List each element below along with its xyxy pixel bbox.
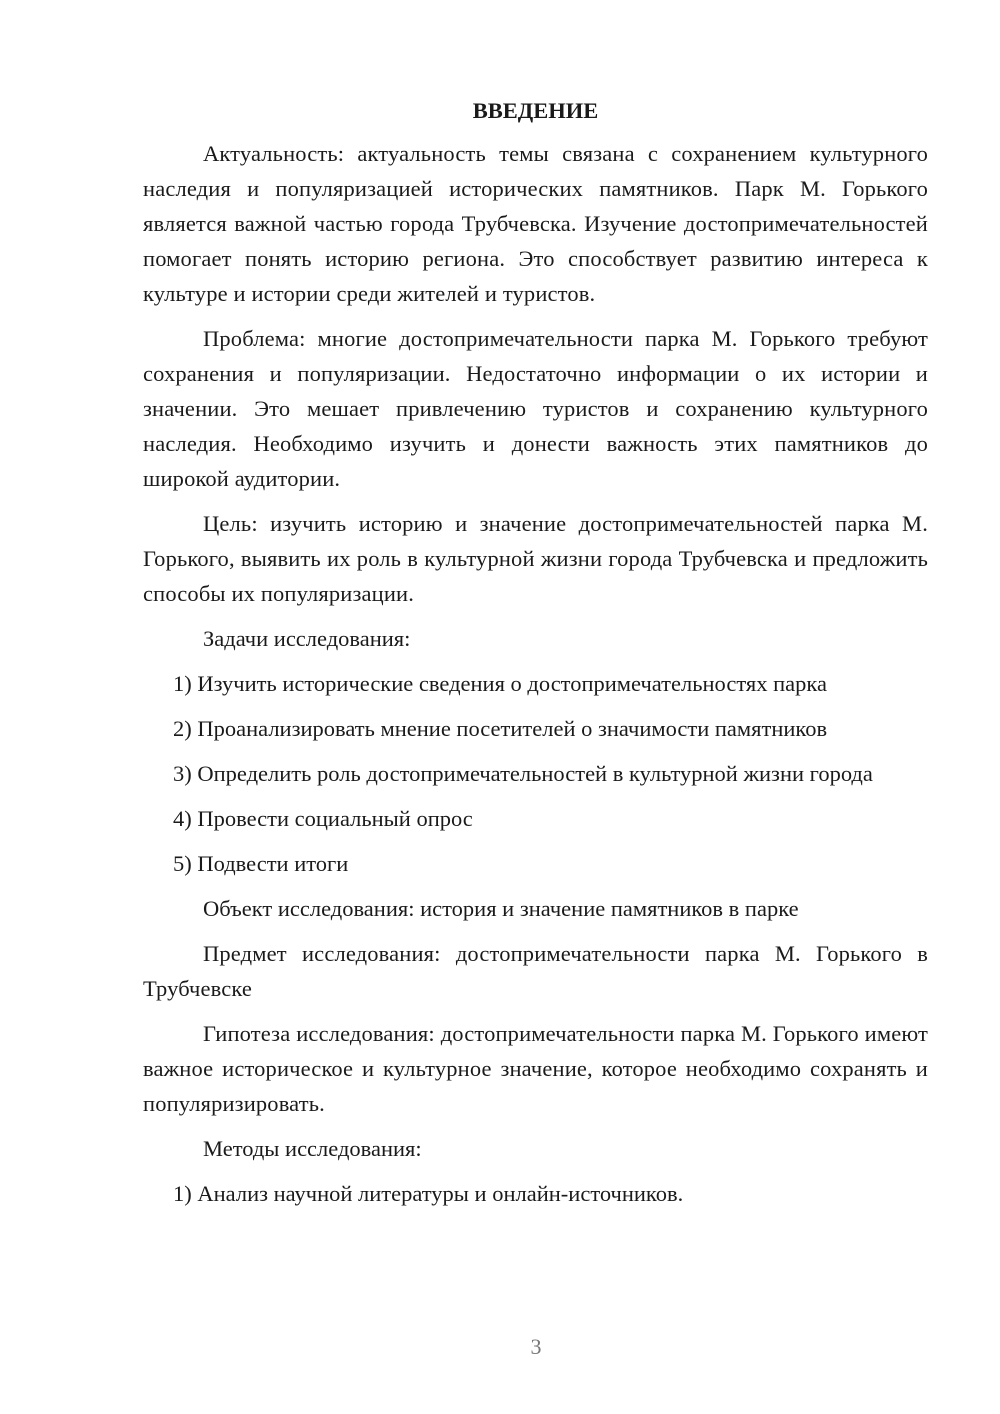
task-item-4: 4) Провести социальный опрос xyxy=(173,806,473,831)
research-hypothesis: Гипотеза исследования: достопримечательности парка М. Горького имеют важное историческое и культурное значение, которое необходимо сохранять и популяризировать. xyxy=(143,1021,928,1116)
task-item-3: 3) Определить роль достопримечательностей в культурной жизни города xyxy=(173,761,873,786)
task-item-2: 2) Проанализировать мнение посетителей о значимости памятников xyxy=(173,716,828,741)
tasks-heading: Задачи исследования: xyxy=(203,626,411,651)
goal-paragraph: Цель: изучить историю и значение достопримечательностей парка М. Горького, выявить их роль в культурной жизни города Трубчевска и предложить способы их популяризации. xyxy=(143,511,928,606)
task-item-5: 5) Подвести итоги xyxy=(173,851,349,876)
method-item-1: 1) Анализ научной литературы и онлайн-источников. xyxy=(173,1181,684,1206)
section-title: ВВЕДЕНИЕ xyxy=(472,98,599,123)
document-body xyxy=(143,96,928,1221)
relevance-paragraph: Актуальность: актуальность темы связана с сохранением культурного наследия и популяризацией исторических памятников. Парк М. Горького является важной частью города Трубчевска. Изучение достопримечательностей помогает понять историю региона. Это способствует развитию интереса к культуре и истории среди жителей и туристов. xyxy=(143,141,928,306)
page-number: 3 xyxy=(530,1334,542,1359)
problem-paragraph: Проблема: многие достопримечательности парка М. Горького требуют сохранения и популяризации. Недостаточно информации о их истории и значении. Это мешает привлечению туристов и сохранению культурного наследия. Необходимо изучить и донести важность этих памятников до широкой аудитории. xyxy=(143,326,928,491)
methods-heading: Методы исследования: xyxy=(203,1136,422,1161)
task-item-1: 1) Изучить исторические сведения о достопримечательностях парка xyxy=(173,671,827,696)
research-object: Объект исследования: история и значение памятников в парке xyxy=(203,896,799,921)
research-subject: Предмет исследования: достопримечательности парка М. Горького в Трубчевске xyxy=(143,941,928,1001)
